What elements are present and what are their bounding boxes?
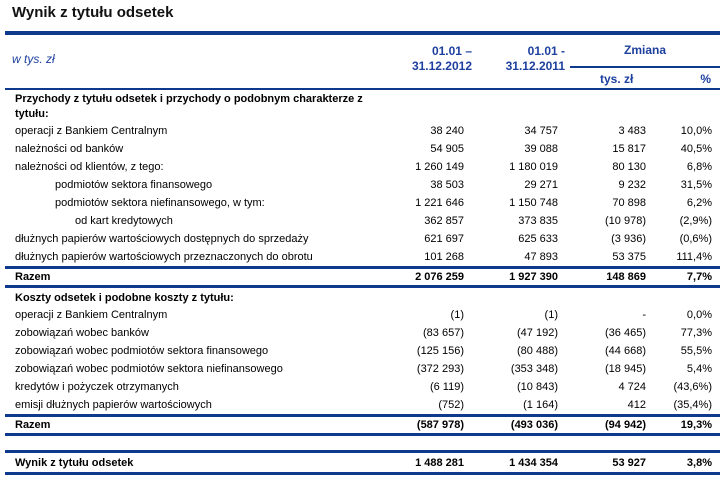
row-label: kredytów i pożyczek otrzymanych	[15, 381, 179, 393]
cell-change-abs: 70 898	[612, 197, 646, 209]
cell-change-abs: 80 130	[612, 161, 646, 173]
cell-2012: (587 978)	[354, 416, 464, 435]
cell-2011: (1)	[544, 309, 558, 321]
cell-change-pct: (0,6%)	[679, 233, 712, 245]
cell-2011: 47 893	[524, 251, 558, 263]
cell-change-pct: 5,4%	[686, 363, 712, 375]
cell-change-abs: 53 927	[558, 452, 646, 474]
cell-change-pct: 77,3%	[680, 327, 712, 339]
cell-2012: (752)	[438, 399, 464, 411]
table-row	[5, 230, 720, 248]
cell-change-abs: 53 375	[612, 251, 646, 263]
cell-2012: 362 857	[424, 215, 464, 227]
table-row	[5, 122, 720, 140]
cell-change-abs: 15 817	[612, 143, 646, 155]
cell-change-abs: 148 869	[558, 268, 646, 287]
cell-change-abs: -	[642, 309, 646, 321]
row-label: operacji z Bankiem Centralnym	[15, 309, 168, 321]
cell-2012: (1)	[450, 309, 464, 321]
table-row	[5, 212, 720, 230]
row-label: zobowiązań wobec podmiotów sektora finansowego	[15, 345, 269, 357]
cell-change-pct: 31,5%	[680, 179, 712, 191]
row-label: podmiotów sektora finansowego	[55, 179, 213, 191]
row-label: Wynik z tytułu odsetek	[5, 452, 354, 474]
column-header-2012-line1: 01.01 –	[431, 44, 472, 58]
row-label: od kart kredytowych	[75, 215, 173, 227]
interest-income-table	[5, 90, 720, 475]
cell-2011: (493 036)	[464, 416, 558, 435]
cell-change-pct: (35,4%)	[673, 399, 712, 411]
cell-2011: 373 835	[518, 215, 558, 227]
row-label: dłużnych papierów wartościowych dostępnych do sprzedaży	[15, 233, 309, 245]
cell-change-abs: 3 483	[618, 125, 646, 137]
table-row	[5, 158, 720, 176]
cell-2012: 1 260 149	[415, 161, 464, 173]
column-header-change-abs: tys. zł	[600, 72, 634, 86]
title-divider	[5, 31, 720, 35]
section-heading-label: Koszty odsetek i podobne koszty z tytułu:	[15, 291, 234, 304]
column-header-change-pct: %	[700, 72, 711, 86]
cell-2012: 38 503	[430, 179, 464, 191]
cell-2012: 54 905	[430, 143, 464, 155]
cell-change-pct: 19,3%	[646, 416, 720, 435]
cell-change-pct: 7,7%	[646, 268, 720, 287]
cell-2011: 625 633	[518, 233, 558, 245]
row-label: należności od klientów, z tego:	[15, 161, 164, 173]
spacer-row	[5, 435, 720, 452]
cell-change-abs: (94 942)	[558, 416, 646, 435]
cell-change-abs: (18 945)	[605, 363, 646, 375]
net-interest-result-row	[5, 452, 720, 474]
cell-change-abs: 4 724	[618, 381, 646, 393]
column-header-2011-line2: 31.12.2011	[505, 59, 565, 73]
cell-2011: (353 348)	[510, 363, 558, 375]
cell-change-abs: 412	[627, 399, 646, 411]
cell-2011: 29 271	[524, 179, 558, 191]
cell-change-pct: 55,5%	[680, 345, 712, 357]
row-label: dłużnych papierów wartościowych przeznaczonych do obrotu	[15, 251, 313, 263]
cell-2012: 38 240	[430, 125, 464, 137]
table-row	[5, 396, 720, 416]
cell-2011: (80 488)	[517, 345, 558, 357]
cell-2012: (83 657)	[423, 327, 464, 339]
section-heading-costs	[5, 287, 720, 307]
cell-2012: (6 119)	[429, 381, 464, 393]
cell-change-pct: 6,8%	[686, 161, 712, 173]
row-label: zobowiązań wobec podmiotów sektora niefinansowego	[15, 363, 283, 375]
row-label: Razem	[5, 416, 354, 435]
cell-change-pct: (2,9%)	[679, 215, 712, 227]
cell-2011: 1 150 748	[509, 197, 558, 209]
cell-2012: (372 293)	[416, 363, 464, 375]
cell-2012: 101 268	[424, 251, 464, 263]
costs-total-row	[5, 416, 720, 435]
table-row	[5, 140, 720, 158]
table-row	[5, 194, 720, 212]
row-label: emisji dłużnych papierów wartościowych	[15, 399, 212, 411]
row-label: należności od banków	[15, 143, 124, 155]
cell-change-pct: 10,0%	[680, 125, 712, 137]
table-row	[5, 176, 720, 194]
cell-change-pct: 0,0%	[686, 309, 712, 321]
cell-change-pct: (43,6%)	[673, 381, 712, 393]
table-row	[5, 360, 720, 378]
page-title: Wynik z tytułu odsetek	[12, 4, 174, 21]
column-header-2011	[506, 44, 565, 74]
cell-2011: (10 843)	[517, 381, 558, 393]
cell-2011: 34 757	[524, 125, 558, 137]
section-heading-label: Przychody z tytułu odsetek i przychody o podobnym charakterze z tytułu:	[15, 93, 363, 120]
table-row	[5, 342, 720, 360]
cell-change-abs: (44 668)	[605, 345, 646, 357]
column-header-2011-line1: 01.01 -	[527, 44, 565, 58]
column-header-2012	[412, 44, 472, 74]
row-label: Razem	[5, 268, 354, 287]
cell-change-pct: 3,8%	[646, 452, 720, 474]
cell-change-pct: 40,5%	[680, 143, 712, 155]
cell-2011: (47 192)	[517, 327, 558, 339]
row-label: podmiotów sektora niefinansowego, w tym:	[55, 197, 265, 209]
change-group-divider	[570, 66, 720, 68]
table-row	[5, 306, 720, 324]
table-row	[5, 248, 720, 268]
cell-change-abs: (3 936)	[611, 233, 646, 245]
cell-change-pct: 6,2%	[686, 197, 712, 209]
row-label: operacji z Bankiem Centralnym	[15, 125, 168, 137]
cell-2012: 2 076 259	[354, 268, 464, 287]
spacer-cell	[5, 435, 720, 452]
cell-change-abs: 9 232	[618, 179, 646, 191]
column-header-2012-line2: 31.12.2012	[411, 59, 472, 73]
cell-2011: (1 164)	[523, 399, 558, 411]
cell-2011: 1 180 019	[509, 161, 558, 173]
cell-change-pct: 111,4%	[676, 251, 712, 263]
cell-change-abs: (36 465)	[605, 327, 646, 339]
unit-label: w tys. zł	[12, 52, 55, 66]
cell-change-abs: (10 978)	[605, 215, 646, 227]
cell-2011: 39 088	[524, 143, 558, 155]
table-row	[5, 378, 720, 396]
column-group-change: Zmiana	[623, 43, 666, 57]
cell-2012: 621 697	[424, 233, 464, 245]
section-heading-income	[5, 90, 720, 122]
cell-2012: 1 488 281	[354, 452, 464, 474]
cell-2011: 1 927 390	[464, 268, 558, 287]
table-row	[5, 324, 720, 342]
cell-2011: 1 434 354	[464, 452, 558, 474]
cell-2012: (125 156)	[416, 345, 464, 357]
row-label: zobowiązań wobec banków	[15, 327, 149, 339]
cell-2012: 1 221 646	[415, 197, 464, 209]
income-total-row	[5, 268, 720, 287]
